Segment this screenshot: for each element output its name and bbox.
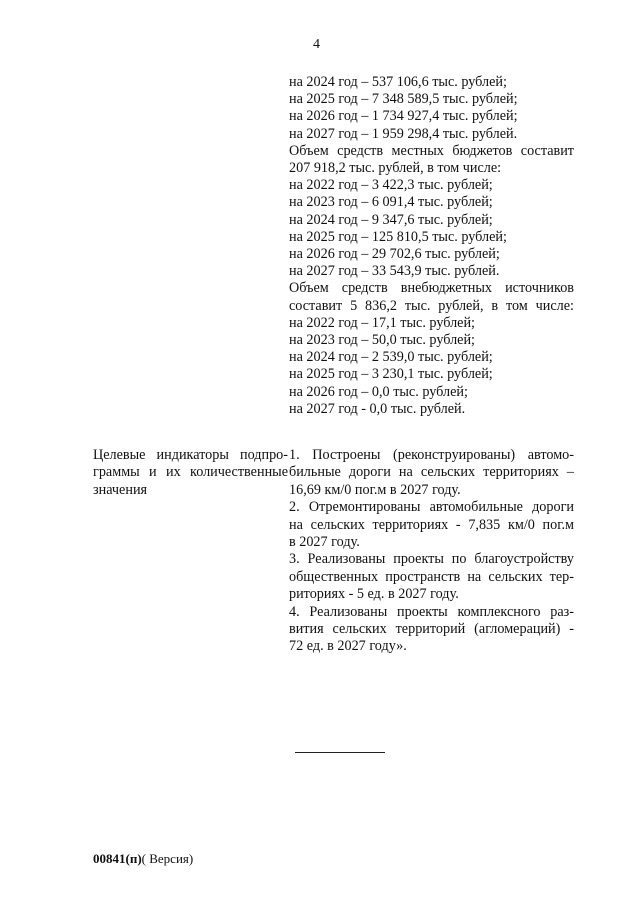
indicators-label bbox=[93, 447, 288, 499]
indicator-line: 72 ед. в 2027 году». bbox=[289, 638, 407, 655]
indicator-line: вития сельских территорий (агломераций) - bbox=[289, 621, 574, 638]
indicator-line: 3. Реализованы проекты по благоустройству bbox=[289, 551, 574, 568]
document-version: ( Версия) bbox=[141, 851, 194, 866]
indicators-label-line: значения bbox=[93, 481, 148, 498]
end-divider bbox=[295, 752, 385, 753]
indicator-line: на сельских территориях - 7,835 км/0 пог.м bbox=[289, 516, 574, 533]
funding-line: на 2023 год – 6 091,4 тыс. рублей; bbox=[289, 194, 493, 211]
document-code bbox=[93, 851, 193, 867]
funding-line: на 2022 год – 17,1 тыс. рублей; bbox=[289, 314, 476, 331]
indicator-line: риториях - 5 ед. в 2027 году. bbox=[289, 586, 459, 603]
funding-line: 207 918,2 тыс. рублей, в том числе: bbox=[289, 160, 502, 177]
funding-line: на 2026 год – 0,0 тыс. рублей; bbox=[289, 383, 468, 400]
funding-line: на 2022 год – 3 422,3 тыс. рублей; bbox=[289, 177, 493, 194]
indicator-line: бильные дороги на сельских территориях – bbox=[289, 464, 574, 481]
funding-line: на 2027 год – 33 543,9 тыс. рублей. bbox=[289, 263, 500, 280]
funding-line: на 2024 год – 2 539,0 тыс. рублей; bbox=[289, 349, 493, 366]
indicator-line: 2. Отремонтированы автомобильные дороги bbox=[289, 499, 574, 516]
indicators-label-line: граммы и их количественные bbox=[93, 464, 288, 481]
indicator-line: 4. Реализованы проекты комплексного раз- bbox=[289, 603, 574, 620]
page-number: 4 bbox=[313, 37, 320, 52]
funding-line: составит 5 836,2 тыс. рублей, в том числе: bbox=[289, 297, 574, 314]
indicator-line: 16,69 км/0 пог.м в 2027 году. bbox=[289, 481, 461, 498]
funding-line: на 2024 год – 537 106,6 тыс. рублей; bbox=[289, 74, 507, 90]
funding-line: на 2026 год – 1 734 927,4 тыс. рублей; bbox=[289, 108, 518, 125]
funding-line: Объем средств внебюджетных источников bbox=[289, 280, 574, 297]
funding-line: на 2023 год – 50,0 тыс. рублей; bbox=[289, 332, 476, 349]
funding-line: на 2024 год – 9 347,6 тыс. рублей; bbox=[289, 211, 493, 228]
funding-line: на 2025 год – 3 230,1 тыс. рублей; bbox=[289, 366, 493, 383]
indicator-line: в 2027 году. bbox=[289, 534, 360, 551]
indicator-line: общественных пространств на сельских тер- bbox=[289, 568, 574, 585]
funding-line: на 2027 год – 1 959 298,4 тыс. рублей. bbox=[289, 125, 518, 142]
funding-line: Объем средств местных бюджетов составит bbox=[289, 142, 574, 159]
indicators-label-line: Целевые индикаторы подпро- bbox=[93, 447, 288, 463]
funding-line: на 2026 год – 29 702,6 тыс. рублей; bbox=[289, 246, 500, 263]
indicator-line: 1. Построены (реконструированы) автомо- bbox=[289, 447, 574, 463]
funding-block bbox=[289, 74, 574, 418]
funding-line: на 2025 год – 7 348 589,5 тыс. рублей; bbox=[289, 91, 518, 108]
funding-line: на 2025 год – 125 810,5 тыс. рублей; bbox=[289, 228, 507, 245]
document-code-number: 00841(п) bbox=[93, 851, 142, 866]
funding-line: на 2027 год - 0,0 тыс. рублей. bbox=[289, 400, 466, 417]
indicators-block bbox=[289, 447, 574, 656]
